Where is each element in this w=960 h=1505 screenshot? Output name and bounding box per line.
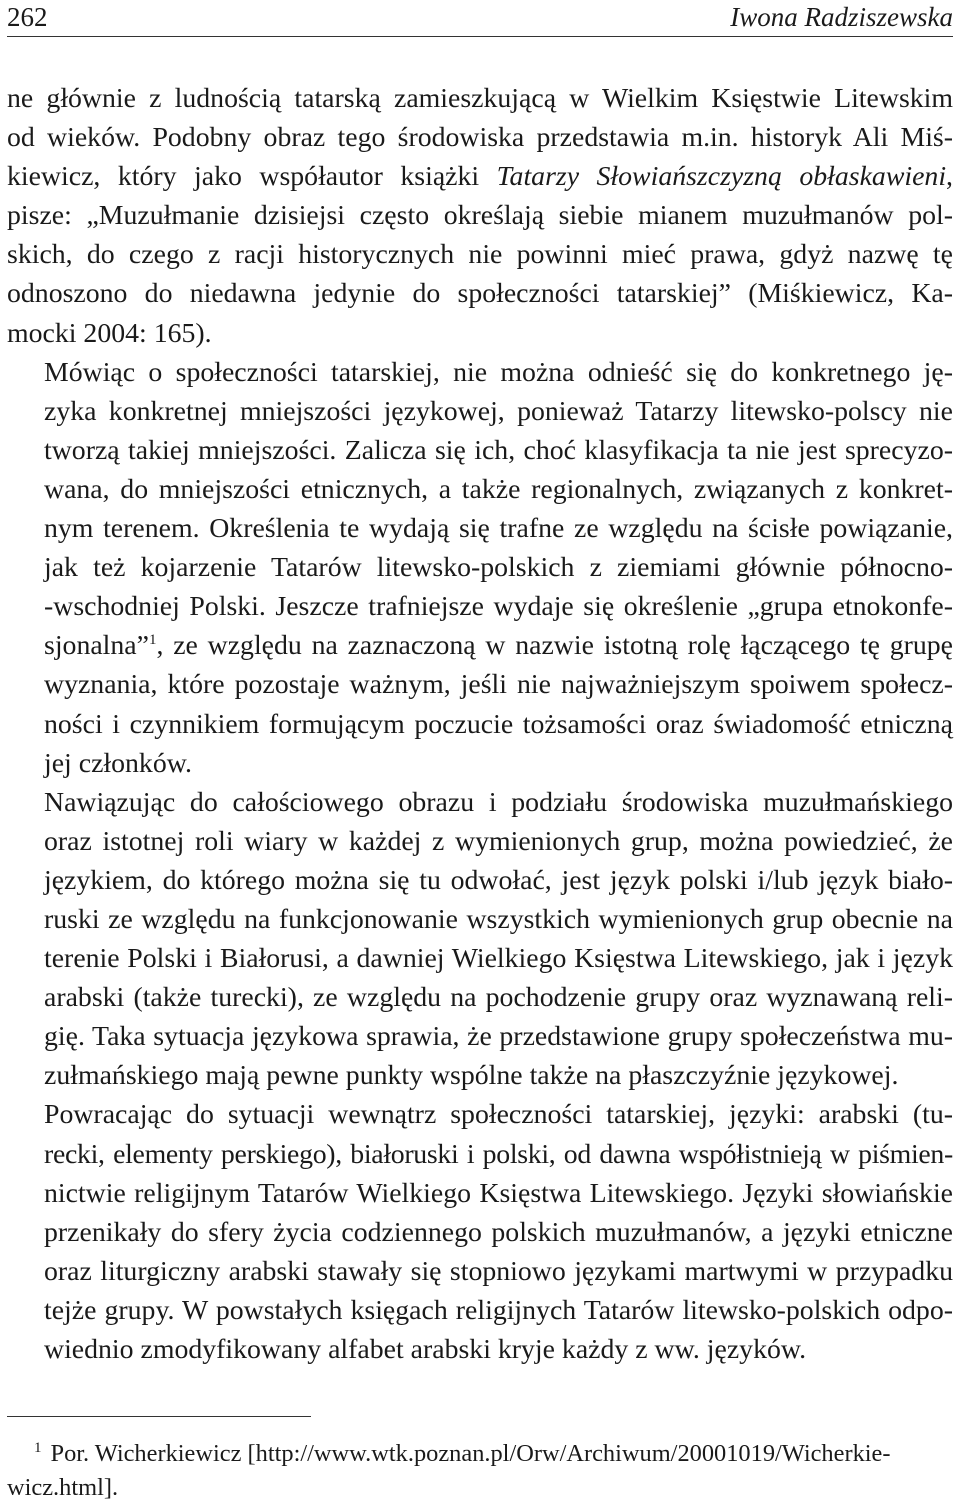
text-line (7, 1056, 953, 1095)
text-line (7, 470, 953, 509)
text-segment: jak też kojarzenie Tatarów litewsko-polskich z ziemiami głównie północno- (44, 552, 953, 584)
body-text (7, 79, 953, 1369)
footnote-line (7, 1471, 953, 1505)
text-line (7, 822, 953, 861)
text-line (7, 1017, 953, 1056)
text-segment: skich, do czego z racji historycznych nie powinni mieć prawa, gdyż nazwę tę (7, 239, 953, 271)
footnote-text: Por. Wicherkiewicz [http://www.wtk.poznan.pl/Orw/Archiwum/20001019/Wicherkie- (50, 1440, 891, 1467)
text-segment: terenie Polski i Białorusi, a dawniej Wielkiego Księstwa Litewskiego, jak i język (44, 943, 953, 975)
text-line (7, 1330, 953, 1369)
footnote (7, 1437, 953, 1505)
text-segment: nym terenem. Określenia te wydają się trafne ze względu na ścisłe powiązanie, (44, 513, 953, 545)
text-line (7, 274, 953, 313)
paragraph (7, 79, 953, 353)
footnote-line (7, 1437, 953, 1471)
text-line (7, 939, 953, 978)
running-header (7, 2, 953, 37)
text-segment: oraz liturgiczny arabski stawały się stopniowo językami martwymi w przypadku (44, 1255, 953, 1287)
text-segment: recki, elementy perskiego), białoruski i polski, od dawna współistnieją w piśmien- (44, 1138, 953, 1170)
text-line (7, 861, 953, 900)
text-segment: , (946, 161, 953, 193)
text-segment: gię. Taka sytuacja językowa sprawia, że przedstawione grupy społeczeństwa mu- (44, 1021, 953, 1053)
text-segment: jej członków. (44, 747, 192, 779)
text-line (7, 783, 953, 822)
text-line (7, 157, 953, 196)
text-line (7, 353, 953, 392)
text-line (7, 1291, 953, 1330)
text-line (7, 665, 953, 704)
text-segment: tworzą takiej mniejszości. Zalicza się ich, choć klasyfikacja ta nie jest sprecyzo- (44, 434, 953, 466)
text-segment: wiednio zmodyfikowany alfabet arabski kryje każdy z ww. języków. (44, 1334, 807, 1365)
text-line (7, 744, 953, 783)
text-segment: ne głównie z ludnością tatarską zamieszkującą w Wielkim Księstwie Litewskim (7, 83, 953, 114)
text-segment: Powracając do sytuacji wewnątrz społeczności tatarskiej, języki: arabski (tu- (44, 1099, 953, 1131)
text-line (7, 196, 953, 235)
text-line (7, 1135, 953, 1174)
text-line (7, 626, 953, 665)
footnote-marker: 1 (34, 1440, 42, 1456)
text-line (7, 587, 953, 626)
text-segment: Nawiązując do całościowego obrazu i podziału środowiska muzułmańskiego (44, 786, 953, 818)
text-segment: oraz istotnej roli wiary w każdej z wymienionych grup, można powiedzieć, że (44, 825, 953, 857)
text-segment: zyka konkretnej mniejszości językowej, ponieważ Tatarzy litewsko-polscy nie (44, 395, 953, 427)
text-line (7, 1095, 953, 1134)
text-line (7, 235, 953, 274)
footnote-text: wicz.html]. (7, 1474, 119, 1501)
text-segment: tejże grupy. W powstałych księgach religijnych Tatarów litewsko-polskich odpo- (44, 1294, 953, 1326)
text-segment: mocki 2004: 165). (7, 317, 212, 349)
text-line (7, 1213, 953, 1252)
text-segment: pisze: „Muzułmanie dzisiejsi często określają siebie mianem muzułmanów pol- (7, 200, 953, 232)
text-segment: przenikały do sfery życia codziennego polskich muzułmanów, a języki etniczne (44, 1216, 953, 1248)
text-line (7, 431, 953, 470)
text-segment: arabski (także turecki), ze względu na pochodzenie grupy oraz wyznawaną reli- (44, 982, 953, 1014)
text-segment: nictwie religijnym Tatarów Wielkiego Księstwa Litewskiego. Języki słowiańskie (44, 1177, 953, 1209)
text-segment: od wieków. Podobny obraz tego środowiska przedstawia m.in. historyk Ali Miś- (7, 122, 953, 154)
footnote-rule (7, 1416, 311, 1417)
text-segment: językiem, do którego można się tu odwołać, jest język polski i/lub język biało- (44, 864, 953, 896)
text-segment: sjonalna” (44, 630, 149, 662)
text-line (7, 1174, 953, 1213)
text-line (7, 392, 953, 431)
text-line (7, 118, 953, 157)
text-line (7, 548, 953, 587)
text-segment: Mówiąc o społeczności tatarskiej, nie można odnieść się do konkretnego ję- (44, 356, 953, 388)
text-segment: ności i czynnikiem formującym poczucie tożsamości oraz świadomość etniczną (44, 708, 953, 740)
text-segment: wana, do mniejszości etnicznych, a także regionalnych, związanych z konkret- (44, 473, 953, 505)
text-line (7, 900, 953, 939)
paragraph (7, 783, 953, 1096)
text-line (7, 705, 953, 744)
text-segment: -wschodniej Polski. Jeszcze trafniejsze wydaje się określenie „grupa etnokonfe- (44, 591, 953, 623)
text-segment: ruski ze względu na funkcjonowanie wszystkich wymienionych grup obecnie na (44, 903, 953, 935)
italic-title: Tatarzy Słowiańszczyzną obłaskawieni (496, 161, 947, 193)
text-segment: wyznania, które pozostaje ważnym, jeśli nie najważniejszym spoiwem społecz- (44, 669, 953, 701)
text-line (7, 314, 953, 353)
text-segment: kiewicz, który jako współautor książki (7, 161, 497, 193)
footnote-reference: 1 (148, 632, 157, 649)
page-number: 262 (7, 2, 48, 32)
text-line (7, 978, 953, 1017)
text-line (7, 509, 953, 548)
paragraph (7, 1095, 953, 1369)
text-segment: zułmańskiego mają pewne punkty wspólne także na płaszczyźnie językowej. (44, 1060, 899, 1092)
text-segment: , ze względu na zaznaczoną w nazwie istotną rolę łączącego tę grupę (156, 630, 953, 662)
text-segment: odnoszono do niedawna jedynie do społeczności tatarskiej” (Miśkiewicz, Ka- (7, 278, 953, 310)
text-line (7, 79, 953, 118)
text-line (7, 1252, 953, 1291)
running-head-author: Iwona Radziszewska (730, 2, 953, 32)
paragraph (7, 353, 953, 783)
